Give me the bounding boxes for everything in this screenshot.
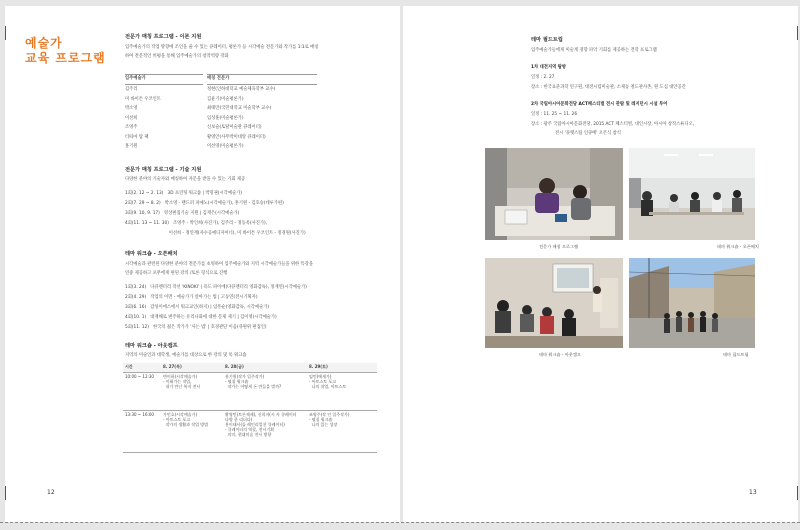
- caption-open-lecture: 테마 워크숍 - 오픈베치: [717, 244, 759, 249]
- s3-desc-1: 시각예술과 관련된 다양한 분야의 전문가를 초빙하여 입주예술가와 지역 시각예술가들을 위한 특강을: [125, 262, 313, 267]
- list-item: 2회(4. 29) 작업의 이면 - 예술가가 살아가는 법 | 고동연(전시기획자): [125, 295, 258, 300]
- fieldtrip-heading: 테마 필드트립: [531, 37, 563, 43]
- photo-field-trip: [629, 258, 755, 348]
- photo-outcamp: [485, 258, 623, 348]
- s2-heading: 전문가 매칭 프로그램 - 기술 지원: [125, 167, 202, 173]
- schedule-header-cell: 8. 27(목): [161, 363, 223, 373]
- trip2-place-2: 전시 '플랫스팀 인큐베' 오픈식 참석: [555, 131, 621, 136]
- trip1-date: 일정 : 2. 27: [531, 75, 555, 80]
- schedule-table: [123, 363, 377, 453]
- artist-name: 티띠마 탑 팩: [125, 134, 149, 140]
- list-item: 3회(6. 16) 감성이에스에서 워크교인(하지) | 임흥순(영화감독, 시각예술가): [125, 305, 270, 310]
- expert-name: 정현(인하대학교 예술체육학부 교수): [207, 87, 276, 92]
- expert-name: 최태만(국민대학교 미술학부 교수): [207, 106, 272, 111]
- matching-row: [125, 115, 325, 124]
- caption-expert-matching: 전문가 매칭 프로그램: [539, 244, 579, 249]
- schedule-row: [123, 373, 377, 411]
- trip1-place: 장소 : 한국표준과학 연구원, 대전시립미술관, 소제동 철도관사촌, 원 도심 대안공간: [531, 85, 686, 90]
- schedule-cell: 10:00 ~ 12:30: [123, 373, 161, 411]
- trip1-title: 1차 대전지역 탐방: [531, 65, 567, 70]
- schedule-cell: 가민호(시각예술가) - 아트스토 포고 작가의 생활과 작업 방법: [161, 411, 223, 453]
- expert-name: 임성훈(미술평론가): [207, 115, 244, 121]
- schedule-cell: 임민(에세가) - 아트스토 포고 나의 작업, 아트스토: [307, 373, 377, 411]
- list-item: 4회(10. 1) 대재해로 변주하는 유리나화에 대한 문제 제기 | 김이영(시각예술가): [125, 315, 277, 320]
- trip2-date: 일정 : 11. 25 ~ 11. 26: [531, 112, 578, 117]
- s4-desc: 지역의 미술인과 대학생, 예술가를 대상으로 한 강의 및 톡 워크숍: [125, 353, 247, 358]
- schedule-cell: 13:30 ~ 16:00: [123, 411, 161, 453]
- expert-name: 신보슬(토탈미술관 큐레이터): [207, 125, 262, 130]
- crop-guide: [0, 522, 800, 523]
- expert-name: 김윤기(미술평론가): [207, 96, 244, 102]
- schedule-cell: 조영주(작 인 입주작가) - 펼칠 워크숍 나의 있는 성장: [307, 411, 377, 453]
- title-line-2: 교육 프로그램: [25, 51, 106, 65]
- photo-open-lecture: [629, 148, 755, 240]
- trip2-place-1: 장소 : 광주 국립아시아문화전당, 2015 ACT 페스티벌, 대인시장, 아시아 창작스튜디오,: [531, 122, 695, 127]
- matching-row: [125, 134, 325, 143]
- artist-name: 김주리: [125, 87, 138, 92]
- schedule-cell: 변이하(시각예술가) - 이뤄가는 작업, 내가 만난 복지 전시: [161, 373, 223, 411]
- matching-row: [125, 86, 325, 95]
- list-item: 3회(9. 10, 9. 17) 영상편집기술 지원 | 김재은(시각예술가): [125, 211, 240, 216]
- expert-name: 이선영(미술평론가): [207, 144, 244, 149]
- caption-field-trip: 테마 필드트립: [723, 352, 749, 357]
- page-number: 12: [47, 489, 55, 496]
- caption-outcamp: 테마 워크숍 - 아웃캠프: [539, 352, 581, 357]
- right-page: [403, 6, 798, 522]
- list-item: 1회(2. 12 ~ 2. 13) 3D 프린팅 워크숍 | 박형권(시각예술가): [125, 191, 242, 196]
- col-artist-header: 입주예술가: [125, 76, 146, 81]
- list-item: 5회(11. 12) 한국의 젊은 작가가 '사는 법' | 호경관단 이음(큐원위 편집인): [125, 325, 267, 330]
- list-item: 4회(11. 13 ~ 11. 30) 조영주 - 박인희(사진가), 김주리 - 정동옥(사진가),: [125, 221, 268, 226]
- artist-name: 조영주: [125, 125, 138, 130]
- schedule-header-cell: 8. 28(금): [223, 363, 307, 373]
- schedule-cell: 홍기원(작가 입주작가) - 펼칠 워크숍 작가는 어떻게 돈 만들을 벌까?: [223, 373, 307, 411]
- matching-row: [125, 96, 325, 105]
- trip2-title: 2차 국립아시아문화전당 ACT페스티벌 전시 관람 및 레지던시 시설 투어: [531, 102, 668, 107]
- schedule-header-cell: 8. 29(토): [307, 363, 377, 373]
- list-item: 2회(7. 29 ~ 8. 2) 박소영 - 랜드퍼 파예노(시각예술가), 홍기원 - 김호승(데루가편): [125, 201, 284, 206]
- artist-name: 미 바이튼 우코인트: [125, 96, 161, 102]
- page-number: 13: [749, 489, 757, 496]
- artist-name: 이선희: [125, 115, 138, 121]
- photo-expert-matching: [485, 148, 623, 240]
- matching-row: [125, 124, 325, 133]
- s4-heading: 테마 워크숍 - 아웃캠프: [125, 343, 178, 349]
- schedule-header-cell: 시간: [123, 363, 161, 373]
- schedule-header-row: [123, 363, 377, 373]
- matching-row: [125, 105, 325, 114]
- left-page: [5, 6, 400, 522]
- s3-desc-2: 연중 제공하고 포무에게 편된 강의 /토론 형식으로 진행: [125, 271, 228, 276]
- fieldtrip-desc: 입주예술가들에게 미술계 경향 파악 기회를 제공하는 견학 프로그램: [531, 48, 657, 53]
- s1-desc-2: 하여 전문적인 비평을 통해 입주예술가의 창작역량 강화: [125, 54, 229, 59]
- s3-heading: 테마 워크숍 - 오픈배치: [125, 251, 178, 257]
- section-title: [25, 36, 106, 66]
- schedule-cell: 황영민(토론제제), 신희자(시 사 큐레이터 다양 한 리더다) 홍이태사(돌 레인리얼션 큐레이터) - 큐레이터의 역할, 전시기획 의미, 현대미술 전시 방향: [223, 411, 307, 453]
- matching-row: [125, 143, 325, 152]
- col-expert-header: 매칭 전문가: [207, 76, 230, 81]
- s1-desc-1: 입주예술가의 작업 방향에 조언을 줄 수 있는 큐레이터, 평론가 등 시각예술 전문가와 작가를 1:1로 매칭: [125, 45, 319, 50]
- list-item: 이선희 - 정연재(자수공예디자이너), 미 바이튼 우코인트 - 정경원(사진가): [125, 231, 306, 236]
- artist-name: 박소영: [125, 106, 138, 111]
- s2-desc: 다양한 분야의 기술자와 매칭하여 자문을 받을 수 있는 기회 제공: [125, 177, 246, 182]
- title-line-1: 예술가: [25, 36, 63, 50]
- list-item: 1회(3. 24) 다큐멘터리 작선 'KINOKI' | 욕도 파이에(다큐멘터리 영화감독), 정재연(시각예술가): [125, 285, 307, 290]
- schedule-row: [123, 411, 377, 453]
- expert-name: 황영안(사무박미대앙 큐레이터): [207, 134, 266, 140]
- s1-heading: 전문가 매칭 프로그램 - 이론 지원: [125, 34, 202, 40]
- artist-name: 홍기원: [125, 144, 138, 149]
